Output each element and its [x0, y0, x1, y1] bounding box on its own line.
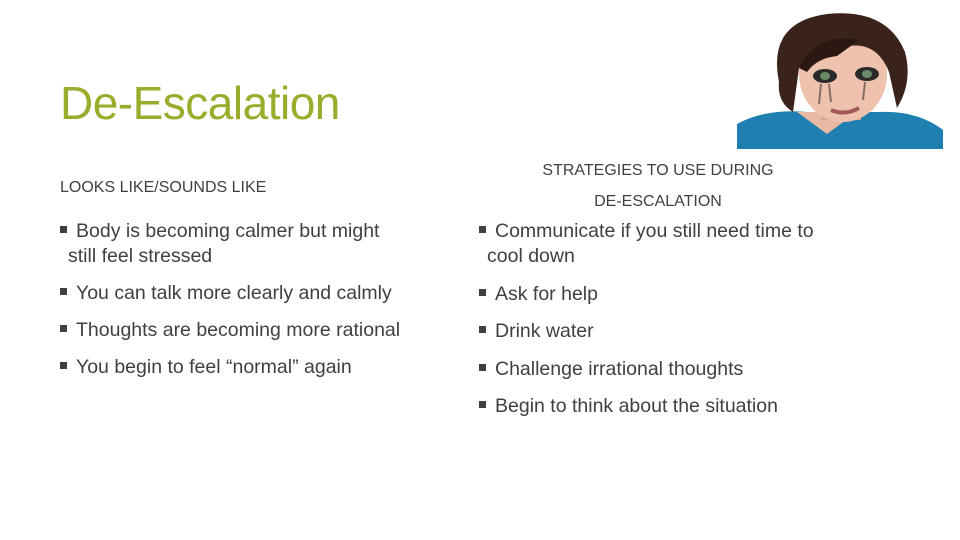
square-bullet-icon	[479, 289, 486, 296]
list-item: You can talk more clearly and calmly	[60, 281, 405, 306]
list-item: Ask for help	[479, 282, 854, 307]
list-item: Thoughts are becoming more rational	[60, 318, 405, 343]
square-bullet-icon	[60, 226, 67, 233]
square-bullet-icon	[479, 401, 486, 408]
slide-title: De-Escalation	[60, 77, 340, 129]
list-item: Communicate if you still need time to cool down	[479, 219, 854, 269]
right-column-heading	[540, 161, 776, 212]
right-bullet-list	[479, 219, 854, 432]
square-bullet-icon	[60, 362, 67, 369]
list-item: Begin to think about the situation	[479, 394, 854, 419]
left-column-heading: LOOKS LIKE/SOUNDS LIKE	[60, 179, 267, 196]
list-item: Body is becoming calmer but might still feel stressed	[60, 219, 405, 269]
square-bullet-icon	[479, 326, 486, 333]
list-item: Drink water	[479, 319, 854, 344]
right-heading-line-2: DE-ESCALATION	[594, 193, 722, 210]
right-heading-line-1: STRATEGIES TO USE DURING	[542, 162, 774, 179]
square-bullet-icon	[479, 364, 486, 371]
square-bullet-icon	[60, 325, 67, 332]
person-photo	[737, 12, 943, 149]
square-bullet-icon	[60, 288, 67, 295]
list-item: Challenge irrational thoughts	[479, 357, 854, 382]
list-item: You begin to feel “normal” again	[60, 355, 405, 380]
square-bullet-icon	[479, 226, 486, 233]
left-bullet-list	[60, 219, 405, 392]
